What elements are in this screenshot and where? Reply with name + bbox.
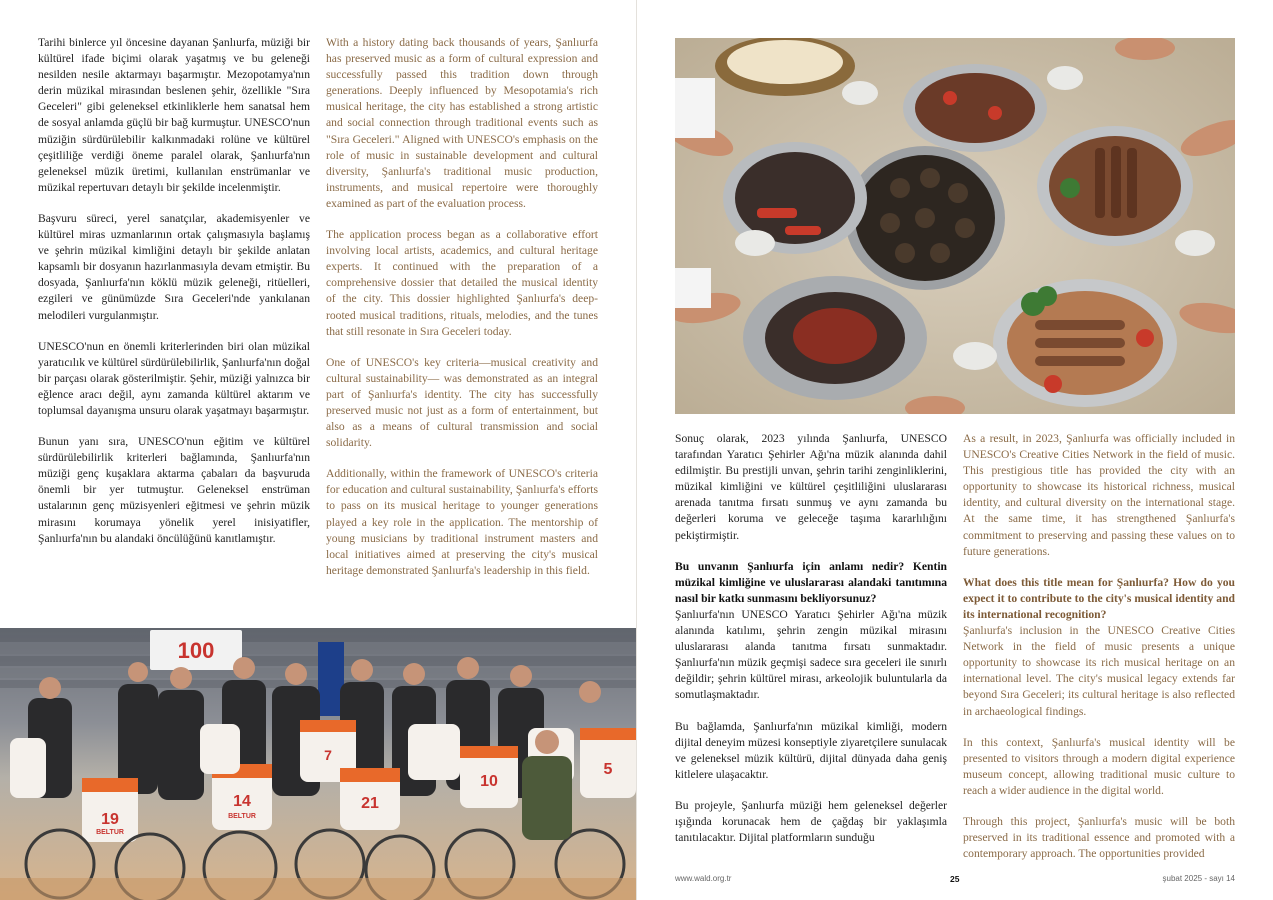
paragraph: Başvuru süreci, yerel sanatçılar, akademisyenler ve kültürel miras uzmanlarının ortak çalışmasıyla başlamış ve şehrin müzikal kimliğini detaylı bir şekilde anlatan kapsamlı bir dosyanın hazırlanmasıyla devam etmiştir. Bu dosyada, Şanlıurfa'nın köklü müzik geleneği, ritüelleri, ezgileri ve günümüzde Sıra Geceleri'nde yankılanan melodileri vurgulanmıştır. <box>38 211 310 322</box>
paragraph: Bu bağlamda, Şanlıurfa'nın müzikal kimliği, modern dijital deneyim müzesi konseptiyle ziyaretçilere sunulacak ve geleneksel müzik kültürü, dijital dünyada daha geniş kitlelere ulaşacaktır. <box>675 719 947 781</box>
question-heading: Bu unvanın Şanlıurfa için anlamı nedir? Kentin müzikal kimliğine ve uluslararası alandaki tanıtımına nasıl bir katkı sunmasını bekliyorsunuz? <box>675 559 947 605</box>
paragraph: Tarihi binlerce yıl öncesine dayanan Şanlıurfa, müziği bir kültürel ifade biçimi olarak yaşatmış ve bu geleneği nesilden nesile aktarmayı başarmıştır. Mezopotamya'nın derin müzikal mirasından beslenen şehir, özellikle "Sıra Geceleri" gibi geleneksel etkinliklerle hem sanatsal hem de sosyal anlamda güçlü bir bağ kurmuştur. UNESCO'nun müziğin sürdürülebilir kalkınmadaki rolüne ve kültürel çeşitliliğe verdiği öneme paralel olarak, Şanlıurfa'nın geleneksel müzik üretimi, kullanılan enstrümanlar ve müzikal repertuvarı detaylı bir şekilde incelenmiştir. <box>38 36 310 194</box>
footer-website[interactable]: www.wald.org.tr <box>675 874 732 883</box>
question-heading: What does this title mean for Şanlıurfa? How do you expect it to contribute to the city's musical identity and its international recognition? <box>963 575 1235 621</box>
paragraph: Sonuç olarak, 2023 yılında Şanlıurfa, UNESCO tarafından Yaratıcı Şehirler Ağı'na müzik alanında dahil edilmiştir. Bu prestijli unvan, şehrin tarihi zenginliklerini, müzikal kimliğini ve kültürel çeşitliliğini uluslararası arenada tanıtma fırsatı sunmuş ve aynı zamanda bu değerleri koruma ve geleceğe taşıma kararlılığını pekiştirmiştir. <box>675 432 947 542</box>
footer-issue: şubat 2025 - sayı 14 <box>1162 874 1235 883</box>
jersey-team-text: BELTUR <box>228 813 256 820</box>
page-number: 25 <box>950 874 960 884</box>
question-answer <box>675 559 947 704</box>
paragraph: Additionally, within the framework of UNESCO's criteria for education and cultural sustainability, Şanlıurfa's efforts to pass on its musical heritage to younger generations played a key role in the application. The mentorship of young musicians by traditional instrument masters and local initiatives aimed at preserving the city's musical heritage demonstrated Şanlıurfa's leadership in this field. <box>326 467 598 577</box>
paragraph: Bunun yanı sıra, UNESCO'nun eğitim ve kültürel sürdürülebilirlik kriterleri bağlamında, Şanlıurfa'nın müziği genç kuşaklara aktarma çabaları da başvuruda önemli bir yer tutmuştur. Geleneksel enstrüman ustalarının genç müzisyenleri eğitmesi ve şehrin müzik mirasını korumaya yönelik yerel inisiyatifler, Şanlıurfa'nın bu alandaki öncülüğünü kanıtlamıştır. <box>38 435 310 545</box>
paragraph: Through this project, Şanlıurfa's music will be both preserved in its traditional essence and promoted with a contemporary approach. The opportunities provided <box>963 814 1235 861</box>
jersey-number: 7 <box>324 747 332 763</box>
question-answer <box>963 575 1235 720</box>
answer-text: Şanlıurfa'nın UNESCO Yaratıcı Şehirler Ağı'na müzik alanında katılımı, şehrin zengin müzikal mirasını uluslararası alanda tanıtma fırsatı sunmaktadır. Şanlıurfa'nın müzik geçmişi sadece sıra geceleri ile sınırlı değildir; şehrin kültürel mirası, arkeolojik buluntularla da somutlaşmaktadır. <box>675 607 947 702</box>
jersey-number: 5 <box>603 761 613 778</box>
answer-text: Şanlıurfa's inclusion in the UNESCO Creative Cities Network in the field of music presents a unique opportunity to showcase its rich musical heritage on an international level. The city's musical legacy extends far beyond Sıra Geceleri; its cultural heritage is also reflected in archaeological findings. <box>963 624 1235 718</box>
paragraph: In this context, Şanlıurfa's musical identity will be presented to visitors through a modern digital experience museum concept, allowing traditional music culture to reach a wider audience in the digital world. <box>963 735 1235 797</box>
food-photo <box>675 38 1235 414</box>
paragraph: One of UNESCO's key criteria—musical creativity and cultural sustainability— was demonstrated as an integral part of Şanlıurfa's identity. The city has successfully preserved music not just as a form of entertainment, but also as a means of cultural transmission and social solidarity. <box>326 355 598 450</box>
jersey-number: 10 <box>480 773 498 790</box>
paragraph: As a result, in 2023, Şanlıurfa was officially included in UNESCO's Creative Cities Network in the field of music. This prestigious title has provided the city with an opportunity to showcase its historical richness, musical identity, and cultural diversity on the international stage. At the same time, it has strengthened Şanlıurfa's commitment to preserving and passing these values on to future generations. <box>963 432 1235 558</box>
right-page <box>637 0 1273 900</box>
left-turkish-column <box>38 35 310 562</box>
jersey-number: 21 <box>361 795 379 812</box>
paragraph: Bu projeyle, Şanlıurfa müziği hem geleneksel değerler ışığında korunacak hem de çağdaş bir yaklaşımla tanıtılacaktır. Dijital platformların sunduğu <box>675 798 947 845</box>
wheelchair-basketball-team-photo <box>0 628 637 900</box>
left-english-column <box>326 35 598 594</box>
right-turkish-column <box>675 431 947 861</box>
paragraph: With a history dating back thousands of years, Şanlıurfa has preserved music as a form of cultural expression and successfully passed this tradition down through generations. Deeply influenced by Mesopotamia's rich musical heritage, the city has established a strong artistic and social connection through traditional events such as "Sıra Geceleri." Aligned with UNESCO's emphasis on the role of music in sustainable development and cultural diversity, Şanlıurfa's traditional music production, instruments, and musical repertoire were thoroughly examined as part of the evaluation process. <box>326 36 598 210</box>
jersey-team-text: BELTUR <box>96 829 124 836</box>
jersey-number: 14 <box>233 793 251 810</box>
right-english-column <box>963 431 1235 877</box>
jersey-number: 19 <box>101 811 119 828</box>
paragraph: The application process began as a collaborative effort involving local artists, academics, and cultural heritage experts. It continued with the preparation of a comprehensive dossier that detailed the musical identity of the city. This dossier highlighted Şanlıurfa's deep-rooted musical traditions, rituals, melodies, and the tunes that still resonate in Sıra Geceleri today. <box>326 228 598 338</box>
paragraph: UNESCO'nun en önemli kriterlerinden biri olan müzikal yaratıcılık ve kültürel sürdürülebilirlik, Şanlıurfa'nın doğal bir parçası olarak gösterilmiştir. Şehir, müziği yalnızca bir eğlence aracı değil, aynı zamanda kültürel aktarım ve toplumsal dayanışma unsuru olarak yaşatmayı başarmıştır. <box>38 339 310 417</box>
banner-text: 100 <box>177 638 215 663</box>
